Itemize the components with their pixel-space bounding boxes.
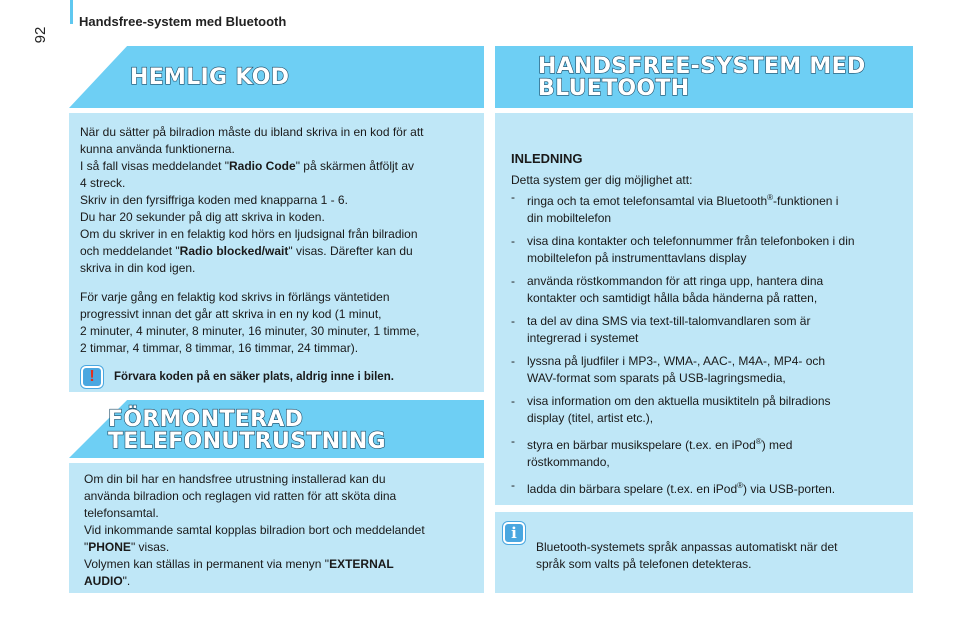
- bluetooth-section-title: HANDSFREE-SYSTEM MED BLUETOOTH: [538, 54, 866, 101]
- code-line: I så fall visas meddelandet "Radio Code" på skärmen åtföljt av: [80, 159, 414, 173]
- page-header-title: Handsfree-system med Bluetooth: [79, 14, 287, 29]
- code-waiting-paragraph: [80, 289, 480, 357]
- feature-list-wrapper: [511, 189, 906, 504]
- code-line: Skriv in den fyrsiffriga koden med knapparna 1 - 6.: [80, 193, 348, 207]
- code-line: Du har 20 sekunder på dig att skriva in koden.: [80, 210, 325, 224]
- feature-item: - ta del av dina SMS via text-till-talomvandlaren som är integrerad i systemet: [511, 313, 906, 347]
- preinstall-line: Vid inkommande samtal kopplas bilradion bort och meddelandet: [84, 523, 425, 537]
- radio-blocked-message: Radio blocked/wait: [179, 244, 289, 258]
- external-audio-menu-cont: AUDIO: [84, 574, 123, 588]
- external-audio-menu: EXTERNAL: [329, 557, 394, 571]
- code-line: skriva in din kod igen.: [80, 261, 196, 275]
- feature-item: - använda röstkommandon för att ringa upp, hantera dina kontakter och samtidigt hålla båda händerna på ratten,: [511, 273, 906, 307]
- radio-code-message: Radio Code: [229, 159, 296, 173]
- code-line: 4 streck.: [80, 176, 126, 190]
- page-number: 92: [32, 26, 49, 44]
- header-accent-rule: [70, 0, 73, 24]
- preinstall-line: "PHONE" visas.: [84, 540, 170, 554]
- feature-item: - styra en bärbar musikspelare (t.ex. en iPod®) med röstkommando,: [511, 433, 906, 471]
- code-line: progressivt innan det går att skriva in en ny kod (1 minut,: [80, 307, 382, 321]
- code-section-title: HEMLIG KOD: [130, 65, 290, 90]
- feature-item: - ringa och ta emot telefonsamtal via Bluetooth®-funktionen i din mobiltelefon: [511, 189, 906, 227]
- code-line: 2 minuter, 4 minuter, 8 minuter, 16 minuter, 30 minuter, 1 timme,: [80, 324, 420, 338]
- preinstall-line: använda bilradion och reglagen vid ratten för att sköta dina: [84, 489, 397, 503]
- code-section-body: [80, 124, 480, 277]
- language-info-text: Bluetooth-systemets språk anpassas automatiskt när det språk som valts på telefonen detekteras.: [536, 540, 838, 571]
- feature-list: [511, 189, 906, 498]
- code-line: Om du skriver in en felaktig kod hörs en ljudsignal från bilradion: [80, 227, 418, 241]
- code-line: och meddelandet "Radio blocked/wait" visas. Därefter kan du: [80, 244, 413, 258]
- feature-item: - visa information om den aktuella musiktiteln på bilradions display (titel, artist etc.),: [511, 393, 906, 427]
- preinstall-section-body: [84, 471, 476, 590]
- phone-message: PHONE: [88, 540, 131, 554]
- code-line: När du sätter på bilradion måste du ibland skriva in en kod för att: [80, 125, 424, 139]
- preinstall-section-title: FÖRMONTERAD TELEFONUTRUSTNING: [108, 407, 386, 454]
- code-line: kunna använda funktionerna.: [80, 142, 235, 156]
- preinstall-line: Om din bil har en handsfree utrustning installerad kan du: [84, 472, 386, 486]
- info-icon: i: [503, 522, 525, 544]
- preinstall-line: telefonsamtal.: [84, 506, 159, 520]
- feature-item: - ladda din bärbara spelare (t.ex. en iPod®) via USB-porten.: [511, 477, 906, 498]
- preinstall-line: Volymen kan ställas in permanent via menyn "EXTERNAL: [84, 557, 394, 571]
- intro-text: Detta system ger dig möjlighet att:: [511, 173, 693, 187]
- preinstall-line: AUDIO".: [84, 574, 131, 588]
- code-line: 2 timmar, 4 timmar, 8 timmar, 16 timmar, 24 timmar).: [80, 341, 359, 355]
- intro-heading: INLEDNING: [511, 151, 583, 166]
- code-line: För varje gång en felaktig kod skrivs in förlängs väntetiden: [80, 290, 390, 304]
- warning-text: Förvara koden på en säker plats, aldrig inne i bilen.: [114, 371, 394, 383]
- warning-icon: !: [81, 366, 103, 388]
- feature-item: - lyssna på ljudfiler i MP3-, WMA-, AAC-, M4A-, MP4- och WAV-format som sparats på USB-lagringsmedia,: [511, 353, 906, 387]
- feature-item: - visa dina kontakter och telefonnummer från telefonboken i din mobiltelefon på instrumenttavlans display: [511, 233, 906, 267]
